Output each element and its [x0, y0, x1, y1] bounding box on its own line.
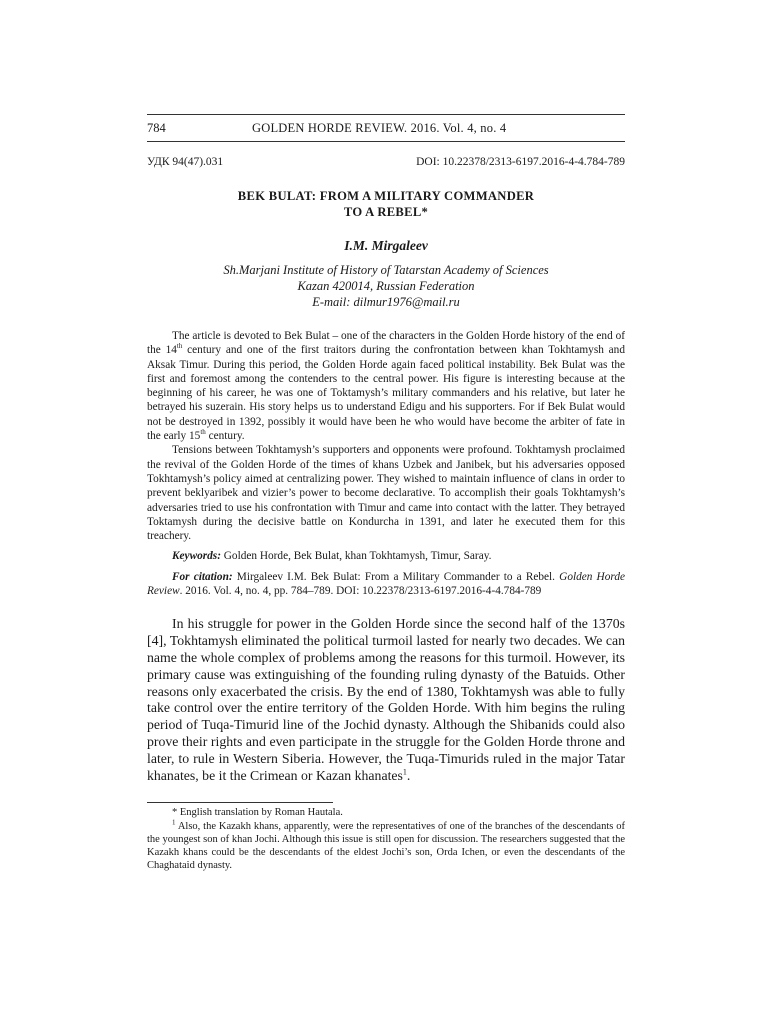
identifier-line: [147, 156, 625, 168]
article-title: [147, 188, 625, 220]
abstract-paragraph-2: Tensions between Tokhtamysh’s supporters and opponents were profound. Tokhtamysh proclaimed the revival of the Golden Horde of the times of khans Uzbek and Janibek, but his adversaries opposed Tokhtamysh’s policy aimed at centralizing power. They wished to maintain influence of clans in order to prevent beklyaribek and vizier’s power to become declarative. To accomplish their goals Tokhtamysh’s adversaries tried to use his confrontation with Timur and came into contact with the latter. They betrayed Toktamysh during the decisive battle on Kondurcha in 1391, and later he executed them for this treachery.: [147, 444, 625, 543]
abstract-paragraph-1: The article is devoted to Bek Bulat – one of the characters in the Golden Horde history of the end of the 14th century and one of the first traitors during the confrontation between khan Tokhtamysh and Aksak Timur. During this period, the Golden Horde again faced political instability. Bek Bulat was the first and foremost among the contenders to the central power. His figure is interesting because at the beginning of his career, he was one of Toktamysh’s military commanders and his relative, but later he betrayed his suzerain. His story helps us to understand Edigu and his supporters. For if Bek Bulat would not be destroyed in 1392, possibly it would have been he who would have become the arbiter of fate in the early 15th century.: [147, 330, 625, 443]
journal-title: GOLDEN HORDE REVIEW. 2016. Vol. 4, no. 4: [252, 121, 507, 135]
footnote-translator: * English translation by Roman Hautala.: [172, 807, 343, 819]
udk-code: УДК 94(47).031: [147, 156, 224, 168]
citation: For citation: Mirgaleev I.M. Bek Bulat: From a Military Commander to a Rebel. Golden Horde Review. 2016. Vol. 4, no. 4, pp. 784–789. DOI: 10.22378/2313-6197.2016-4-4.784-789: [147, 570, 625, 598]
affiliation-institution: Sh.Marjani Institute of History of Tatarstan Academy of Sciences: [223, 263, 549, 277]
citation-label: For citation:: [172, 570, 233, 583]
abstract: [147, 329, 625, 598]
citation-journal: Golden Horde Review: [147, 570, 625, 598]
footnote-separator: [147, 802, 333, 803]
keywords: [147, 549, 625, 563]
body-text: [147, 616, 625, 784]
doi: DOI: 10.22378/2313-6197.2016-4-4.784-789: [416, 156, 625, 168]
header-rule-bottom: [147, 141, 625, 142]
footnotes: [147, 806, 625, 872]
page-number: 784: [147, 121, 166, 135]
affiliation-address: Kazan 420014, Russian Federation: [297, 279, 475, 293]
body-paragraph-1: In his struggle for power in the Golden Horde since the second half of the 1370s [4], Tokhtamysh eliminated the political turmoil lasted for nearly two decades. We can name the whole complex of problems among the reasons for this turmoil. However, its primary cause was extinguishing of the founding ruling dynasty of the Batuids. Other reasons only exacerbated the crisis. By the end of 1380, Tokhtamysh was able to fully take control over the entire territory of the Golden Horde. With him begins the ruling period of Tuqa-Timurid line of the Jochid dynasty. Although the Shibanids could also prove their rights and even participate in the struggle for the Golden Horde throne and later, to rule in Western Siberia. However, the Tuqa-Timurids ruled in the major Tatar khanates, be it the Crimean or Kazan khanates$^1$.: [147, 616, 626, 783]
author-name: I.M. Mirgaleev: [344, 238, 428, 253]
affiliation: [147, 262, 625, 310]
author-email: E-mail: dilmur1976@mail.ru: [312, 295, 460, 309]
footnote-1: $^1$ Also, the Kazakh khans, apparently, were the representatives of one of the branches of the descendants of the youngest son of khan Jochi. Although this issue is still open for discussion. The researchers suggested that the Kazakh khans could be the descendants of the eldest Jochi’s son, Orda Ichen, or even the descendants of the Chaghataid dynasty.: [147, 818, 625, 872]
keywords-text: Golden Horde, Bek Bulat, khan Tokhtamysh, Timur, Saray.: [220, 550, 492, 563]
article-title-line-2: TO A REBEL*: [343, 205, 429, 219]
running-header: [147, 115, 625, 141]
footnote-ref-1[interactable]: 1: [402, 766, 407, 776]
article-page: [147, 114, 625, 872]
keywords-label: Keywords:: [172, 550, 221, 563]
article-title-line-1: BEK BULAT: FROM A MILITARY COMMANDER: [237, 189, 535, 203]
